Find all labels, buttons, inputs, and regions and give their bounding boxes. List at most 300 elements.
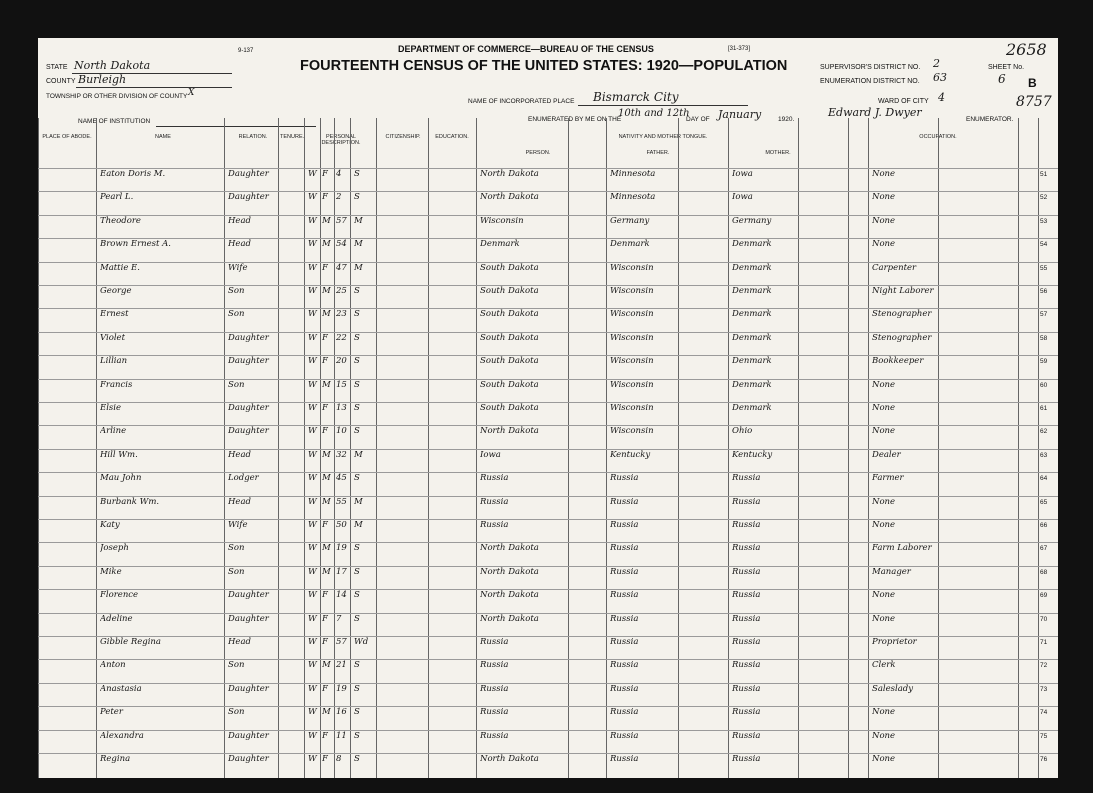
cell-name: Francis [100,379,133,390]
cell-rel: Daughter [228,754,269,764]
cell-ms: S [354,683,360,694]
nativity-person: PERSON. [525,150,551,156]
cell-race: W [308,707,317,718]
cell-sex: M [322,543,331,554]
cell-n: 72 [1040,662,1048,670]
cell-ms: M [354,520,363,530]
cell-bp: Denmark [480,239,520,250]
colgroup-education: EDUCATION. [435,134,469,140]
census-sheet [38,38,1058,778]
cell-fbp: Russia [610,496,639,507]
cell-race: W [308,449,317,460]
cell-mbp: Denmark [732,309,772,320]
cell-ms: S [354,590,360,601]
cell-occ: None [872,730,896,741]
cell-sex: F [322,754,328,764]
cell-bp: North Dakota [480,754,539,764]
cell-n: 73 [1040,685,1048,693]
cell-bp: Iowa [480,449,501,460]
cell-ms: S [354,613,360,624]
cell-ms: S [354,356,360,367]
cell-n: 66 [1040,522,1048,529]
cell-mbp: Russia [732,613,761,624]
cell-fbp: Russia [610,520,639,530]
table-row [38,566,1058,578]
cell-bp: Russia [480,730,509,741]
enum-district-value: 63 [933,71,947,84]
table-row [38,262,1058,274]
cell-age: 19 [336,683,347,694]
cell-rel: Head [228,239,251,250]
cell-occ: None [872,754,896,764]
nativity-mother: MOTHER. [765,150,791,156]
state-label: STATE [46,64,68,71]
table-row [38,238,1058,250]
colgroup-abode: PLACE OF ABODE. [42,134,92,140]
table-row [38,379,1058,391]
cell-sex: M [322,660,331,671]
cell-name: Mike [100,566,122,577]
cell-bp: South Dakota [480,403,539,413]
cell-rel: Head [228,449,251,460]
table-row [38,355,1058,367]
township-value: X [188,88,195,98]
cell-bp: Russia [480,683,509,694]
cell-occ: Farmer [872,473,904,484]
year-label: 1920. [778,116,795,123]
cell-age: 21 [336,660,347,671]
cell-rel: Son [228,707,245,718]
cell-bp: Russia [480,520,509,530]
cell-bp: South Dakota [480,332,539,343]
cell-n: 70 [1040,615,1048,623]
dept-title: DEPARTMENT OF COMMERCE—BUREAU OF THE CENSUS [398,44,654,54]
cell-ms: M [354,449,363,460]
cell-sex: M [322,215,331,226]
cell-rel: Daughter [228,590,269,601]
cell-name: Katy [100,520,120,530]
cell-ms: S [354,707,360,718]
cell-name: Florence [100,590,139,601]
cell-occ: None [872,426,896,437]
colgroup-citizenship: CITIZENSHIP. [385,134,421,140]
cell-fbp: Russia [610,543,639,554]
cell-age: 2 [336,192,342,203]
cell-race: W [308,660,317,671]
cell-rel: Wife [228,262,248,273]
cell-sex: F [322,169,328,179]
colgroup-occupation: OCCUPATION. [919,134,957,140]
cell-occ: Farm Laborer [872,543,932,554]
cell-occ: Proprietor [872,637,917,647]
cell-race: W [308,262,317,273]
cell-name: Eaton Doris M. [100,169,166,179]
cell-sex: M [322,496,331,507]
state-value: North Dakota [74,59,151,72]
table-row [38,753,1058,765]
enumerator-name: Edward J. Dwyer [828,106,922,119]
cell-sex: F [322,426,328,437]
cell-occ: Clerk [872,660,896,671]
table-row [38,285,1058,297]
cell-fbp: Germany [610,215,650,226]
stamp-side: 8757 [1016,94,1052,110]
table-row [38,519,1058,531]
county-label: COUNTY [46,78,76,85]
cell-ms: Wd [354,637,369,647]
table-row [38,472,1058,484]
cell-ms: S [354,754,360,764]
cell-age: 4 [336,169,342,179]
cell-age: 16 [336,707,347,718]
cell-n: 59 [1040,358,1048,366]
cell-mbp: Russia [732,754,761,764]
enum-day-value: 10th and 12th [618,108,690,119]
cell-race: W [308,309,317,320]
cell-mbp: Russia [732,683,761,694]
cell-n: 68 [1040,568,1048,576]
cell-sex: F [322,262,328,273]
cell-age: 50 [336,520,347,530]
cell-age: 23 [336,309,347,320]
table-row [38,589,1058,601]
cell-name: Violet [100,332,125,343]
cell-occ: None [872,169,896,179]
cell-ms: S [354,473,360,484]
table-row [38,449,1058,461]
cell-bp: North Dakota [480,543,539,554]
cell-rel: Son [228,543,245,554]
cell-rel: Daughter [228,683,269,694]
cell-n: 51 [1040,171,1048,178]
cell-sex: F [322,683,328,694]
cell-sex: M [322,473,331,484]
cell-sex: M [322,449,331,460]
cell-ms: M [354,262,363,273]
cell-age: 25 [336,286,347,296]
cell-fbp: Wisconsin [610,262,654,273]
cell-rel: Daughter [228,613,269,624]
enum-label: ENUMERATED BY ME ON THE [528,116,622,123]
cell-rel: Daughter [228,356,269,367]
cell-occ: None [872,496,896,507]
cell-age: 11 [336,730,347,741]
cell-mbp: Russia [732,496,761,507]
cell-bp: South Dakota [480,286,539,296]
cell-rel: Head [228,637,251,647]
cell-bp: South Dakota [480,262,539,273]
cell-mbp: Russia [732,543,761,554]
cell-n: 52 [1040,194,1048,202]
cell-mbp: Iowa [732,192,753,203]
main-title: FOURTEENTH CENSUS OF THE UNITED STATES: 1920—POPULATION [300,58,788,74]
cell-ms: S [354,403,360,413]
cell-age: 45 [336,473,347,484]
cell-n: 53 [1040,217,1048,225]
cell-name: Joseph [100,543,129,554]
cell-rel: Daughter [228,192,269,203]
cell-rel: Son [228,309,245,320]
cell-fbp: Minnesota [610,192,656,203]
table-row [38,659,1058,671]
cell-sex: M [322,309,331,320]
cell-n: 56 [1040,288,1048,295]
cell-ms: S [354,566,360,577]
cell-age: 20 [336,356,347,367]
cell-bp: North Dakota [480,590,539,601]
cell-sex: F [322,403,328,413]
cell-mbp: Russia [732,730,761,741]
cell-sex: F [322,332,328,343]
supervisor-value: 2 [933,57,940,70]
cell-mbp: Denmark [732,332,772,343]
cell-n: 76 [1040,756,1048,763]
form-code: [31-373] [728,46,751,52]
cell-bp: Russia [480,473,509,484]
cell-ms: S [354,192,360,203]
cell-race: W [308,543,317,554]
cell-age: 15 [336,379,347,390]
cell-n: 61 [1040,405,1048,412]
cell-age: 32 [336,449,347,460]
cell-sex: F [322,590,328,601]
enum-district-label: ENUMERATION DISTRICT NO. [820,78,920,85]
cell-race: W [308,473,317,484]
cell-ms: S [354,730,360,741]
cell-age: 54 [336,239,347,250]
cell-rel: Head [228,496,251,507]
cell-age: 14 [336,590,347,601]
cell-rel: Wife [228,520,248,530]
cell-mbp: Denmark [732,379,772,390]
colgroup-relation: RELATION. [238,134,268,140]
cell-mbp: Russia [732,566,761,577]
cell-race: W [308,590,317,601]
cell-age: 13 [336,403,347,413]
cell-race: W [308,286,317,296]
cell-mbp: Denmark [732,356,772,367]
cell-fbp: Russia [610,473,639,484]
table-row [38,308,1058,320]
cell-race: W [308,566,317,577]
cell-occ: None [872,613,896,624]
cell-n: 57 [1040,311,1048,319]
cell-race: W [308,637,317,647]
cell-bp: North Dakota [480,426,539,437]
cell-ms: M [354,496,363,507]
cell-n: 58 [1040,334,1048,342]
cell-name: Regina [100,754,131,764]
cell-bp: Russia [480,707,509,718]
cell-race: W [308,730,317,741]
cell-sex: F [322,730,328,741]
cell-sex: F [322,520,328,530]
cell-occ: None [872,590,896,601]
cell-occ: Dealer [872,449,901,460]
cell-ms: S [354,660,360,671]
cell-n: 71 [1040,639,1048,646]
colgroup-nativity: NATIVITY AND MOTHER TONGUE. [618,134,708,140]
cell-n: 55 [1040,264,1048,272]
ward-label: WARD OF CITY [878,98,929,105]
cell-rel: Lodger [228,473,259,484]
cell-n: 74 [1040,709,1048,717]
cell-rel: Son [228,566,245,577]
cell-mbp: Russia [732,707,761,718]
cell-name: Hill Wm. [100,449,138,460]
cell-mbp: Denmark [732,286,772,296]
cell-occ: Stenographer [872,309,932,320]
cell-occ: None [872,239,896,250]
cell-occ: None [872,379,896,390]
table-row [38,613,1058,625]
cell-bp: Russia [480,660,509,671]
place-value: Bismarck City [593,90,679,104]
cell-occ: None [872,403,896,413]
cell-fbp: Wisconsin [610,379,654,390]
cell-rel: Daughter [228,169,269,179]
cell-name: Lillian [100,356,128,367]
cell-race: W [308,332,317,343]
cell-age: 7 [336,613,342,624]
cell-sex: M [322,566,331,577]
cell-sex: F [322,613,328,624]
cell-fbp: Wisconsin [610,309,654,320]
institution-label: NAME OF INSTITUTION [78,118,151,125]
cell-occ: None [872,707,896,718]
cell-bp: North Dakota [480,613,539,624]
table-row [38,332,1058,344]
cell-fbp: Russia [610,613,639,624]
nativity-father: FATHER. [646,150,670,156]
table-row [38,402,1058,414]
cell-n: 75 [1040,732,1048,740]
cell-race: W [308,613,317,624]
sheet-label: SHEET No. [988,64,1025,71]
cell-race: W [308,169,317,179]
cell-sex: M [322,707,331,718]
cell-race: W [308,754,317,764]
cell-name: Arline [100,426,127,437]
cell-name: Anton [100,660,126,671]
cell-occ: None [872,520,896,530]
cell-occ: Carpenter [872,262,917,273]
cell-bp: North Dakota [480,566,539,577]
day-of-label: DAY OF [686,116,710,123]
cell-race: W [308,379,317,390]
cell-name: Adeline [100,613,133,624]
cell-mbp: Denmark [732,239,772,250]
cell-mbp: Russia [732,637,761,647]
table-row [38,168,1058,180]
cell-mbp: Ohio [732,426,753,437]
cell-name: Gibble Regina [100,637,161,647]
cell-mbp: Germany [732,215,772,226]
cell-rel: Daughter [228,403,269,413]
cell-age: 8 [336,754,342,764]
cell-n: 54 [1040,241,1048,249]
cell-ms: S [354,543,360,554]
cell-sex: M [322,239,331,250]
form-number: 9-137 [238,48,254,54]
cell-bp: Russia [480,637,509,647]
cell-ms: S [354,332,360,343]
cell-bp: Russia [480,496,509,507]
cell-name: George [100,286,132,296]
cell-fbp: Russia [610,730,639,741]
cell-n: 63 [1040,451,1048,459]
cell-occ: Stenographer [872,332,932,343]
cell-fbp: Russia [610,590,639,601]
cell-name: Burbank Wm. [100,496,160,507]
table-row [38,425,1058,437]
cell-fbp: Russia [610,637,639,647]
cell-ms: M [354,239,363,250]
cell-mbp: Denmark [732,403,772,413]
month-value: January [718,108,762,121]
cell-race: W [308,496,317,507]
cell-ms: M [354,215,363,226]
cell-ms: S [354,286,360,296]
cell-rel: Daughter [228,332,269,343]
cell-occ: Saleslady [872,683,914,694]
table-row [38,706,1058,718]
colgroup-tenure: TENURE. [280,134,304,140]
cell-fbp: Wisconsin [610,356,654,367]
cell-fbp: Wisconsin [610,403,654,413]
cell-sex: F [322,637,328,647]
cell-occ: Bookkeeper [872,356,924,367]
cell-occ: None [872,215,896,226]
cell-sex: M [322,379,331,390]
cell-fbp: Wisconsin [610,332,654,343]
cell-name: Mattie E. [100,262,140,273]
cell-fbp: Russia [610,566,639,577]
cell-bp: South Dakota [480,356,539,367]
cell-fbp: Russia [610,707,639,718]
cell-race: W [308,239,317,250]
enumerator-label: ENUMERATOR. [966,116,1014,123]
colgroup-personal: PERSONAL DESCRIPTION. [321,134,361,146]
cell-fbp: Wisconsin [610,426,654,437]
cell-race: W [308,215,317,226]
cell-sex: F [322,356,328,367]
cell-fbp: Russia [610,660,639,671]
cell-age: 47 [336,262,347,273]
cell-occ: Night Laborer [872,286,934,296]
cell-name: Alexandra [100,730,144,741]
county-value: Burleigh [78,73,127,86]
cell-name: Ernest [100,309,129,320]
table-row [38,542,1058,554]
cell-ms: S [354,426,360,437]
cell-ms: S [354,379,360,390]
cell-rel: Son [228,379,245,390]
cell-n: 65 [1040,498,1048,506]
table-row [38,191,1058,203]
cell-race: W [308,403,317,413]
cell-race: W [308,192,317,203]
cell-name: Elsie [100,403,122,413]
ward-value: 4 [938,91,945,104]
cell-ms: S [354,309,360,320]
sheet-letter: B [1028,76,1037,90]
cell-n: 69 [1040,592,1048,600]
cell-fbp: Minnesota [610,169,656,179]
cell-bp: Wisconsin [480,215,524,226]
cell-race: W [308,426,317,437]
cell-age: 17 [336,566,347,577]
